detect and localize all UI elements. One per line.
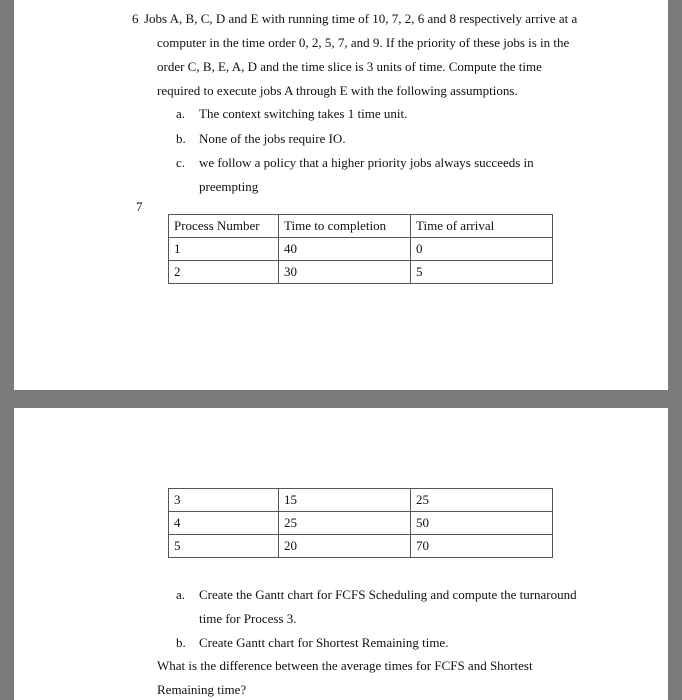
task-a-continuation: time for Process 3.: [199, 611, 297, 626]
question-6-line-2: computer in the time order 0, 2, 5, 7, and 9. If the priority of these jobs is in the: [157, 35, 570, 50]
document-page-1: [14, 0, 668, 390]
question-6-line-4: required to execute jobs A through E with the following assumptions.: [157, 83, 518, 98]
header-process-number: Process Number: [169, 215, 279, 238]
document-page-2: [14, 408, 668, 700]
assumption-b-text: None of the jobs require IO.: [199, 131, 346, 146]
cell-completion: 25: [279, 512, 411, 535]
cell-arrival: 70: [411, 535, 553, 558]
question-6-line-1: Jobs A, B, C, D and E with running time of 10, 7, 2, 6 and 8 respectively arrive at a: [144, 11, 578, 26]
process-table-part-2: [168, 488, 553, 558]
table-row: [169, 512, 553, 535]
question-6-number: 6: [132, 11, 139, 26]
cell-process: 4: [169, 512, 279, 535]
task-a-label: a.: [176, 587, 186, 602]
cell-process: 5: [169, 535, 279, 558]
final-question-line-1: What is the difference between the average times for FCFS and Shortest: [157, 658, 533, 673]
cell-completion: 40: [279, 238, 411, 261]
final-question-line-2: Remaining time?: [157, 682, 247, 697]
cell-arrival: 5: [411, 261, 553, 284]
process-table-part-1: [168, 214, 553, 284]
cell-arrival: 0: [411, 238, 553, 261]
cell-completion: 30: [279, 261, 411, 284]
cell-process: 1: [169, 238, 279, 261]
cell-arrival: 50: [411, 512, 553, 535]
question-7-number: 7: [136, 199, 143, 214]
assumption-a-text: The context switching takes 1 time unit.: [199, 106, 408, 121]
task-a-text: Create the Gantt chart for FCFS Scheduling and compute the turnaround: [199, 587, 577, 602]
task-b-label: b.: [176, 635, 186, 650]
table-row: [169, 238, 553, 261]
table-row: [169, 489, 553, 512]
cell-process: 2: [169, 261, 279, 284]
task-b-text: Create Gantt chart for Shortest Remaining time.: [199, 635, 449, 650]
header-time-to-completion: Time to completion: [279, 215, 411, 238]
assumption-c-text: we follow a policy that a higher priority jobs always succeeds in: [199, 155, 534, 170]
table-header-row: [169, 215, 553, 238]
header-time-of-arrival: Time of arrival: [411, 215, 553, 238]
assumption-a-label: a.: [176, 106, 186, 121]
cell-arrival: 25: [411, 489, 553, 512]
cell-completion: 15: [279, 489, 411, 512]
assumption-c-continuation: preempting: [199, 179, 259, 194]
cell-completion: 20: [279, 535, 411, 558]
question-6-line-3: order C, B, E, A, D and the time slice is 3 units of time. Compute the time: [157, 59, 542, 74]
table-row: [169, 261, 553, 284]
cell-process: 3: [169, 489, 279, 512]
assumption-b-label: b.: [176, 131, 186, 146]
table-row: [169, 535, 553, 558]
assumption-c-label: c.: [176, 155, 186, 170]
